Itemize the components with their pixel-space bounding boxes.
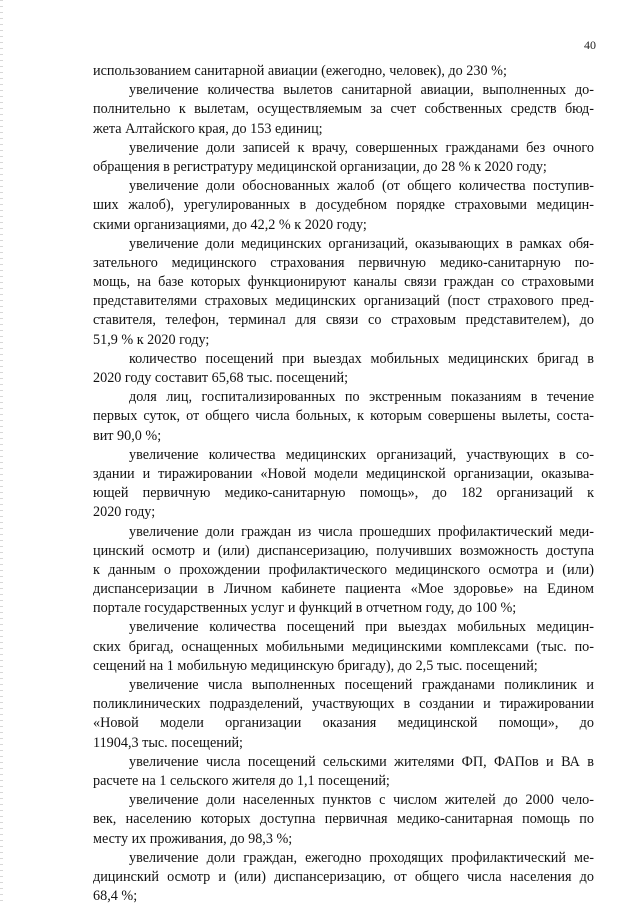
text-line: поликлинических подразделений, участвующих в создании и тиражировании <box>93 696 594 713</box>
text-line: увеличение числа выполненных посещений гражданами поликлиник и <box>129 677 594 693</box>
text-line: ставителя, телефон, терминал для связи со страховым представителем), до <box>93 312 594 329</box>
text-line: 2020 году; <box>93 504 156 521</box>
text-line: увеличение количества медицинских организаций, участвующих в со- <box>129 446 594 463</box>
text-line: доля лиц, госпитализированных по экстренным показаниям в течение <box>129 389 594 406</box>
text-line: вит 90,0 %; <box>93 427 162 444</box>
text-line: полнительно к вылетам, осуществляемым за счет собственных средств бюд- <box>93 101 594 118</box>
text-line: увеличение количества посещений при выездах мобильных медицин- <box>129 619 594 636</box>
text-line: жета Алтайского края, до 153 единиц; <box>93 120 323 137</box>
text-line: количество посещений при выездах мобильных медицинских бригад в <box>129 350 594 367</box>
scan-edge-marks <box>0 0 3 905</box>
text-line: портале государственных услуг и функций в отчетном году, до 100 %; <box>93 600 517 617</box>
text-line: 11904,3 тыс. посещений; <box>93 734 244 751</box>
page-number: 40 <box>584 38 596 52</box>
text-line: расчете на 1 сельского жителя до 1,1 посещений; <box>93 772 390 789</box>
text-line: дицинский осмотр и (или) диспансеризацию, от общего числа населения до <box>93 868 594 885</box>
text-line: увеличение доли обоснованных жалоб (от общего количества поступив- <box>129 178 594 195</box>
text-line: увеличение доли граждан из числа прошедших профилактический меди- <box>129 523 594 540</box>
text-line: ших жалоб), урегулированных в досудебном порядке страховыми медицин- <box>93 197 594 214</box>
text-line: век, населению которых доступна первичная медико-санитарная помощь по <box>93 811 594 828</box>
text-line: скими организациями, до 42,2 % к 2020 году; <box>93 216 367 233</box>
text-line: первых суток, от общего числа больных, к которым совершены вылеты, соста- <box>93 408 594 425</box>
text-line: увеличение доли граждан, ежегодно проходящих профилактический ме- <box>129 849 594 866</box>
text-line: 51,9 % к 2020 году; <box>93 331 210 348</box>
body-text <box>93 62 594 905</box>
text-line: сещений на 1 мобильную медицинскую бригаду), до 2,5 тыс. посещений; <box>93 657 538 674</box>
text-line: здании и тиражировании «Новой модели медицинской организации, оказыва- <box>93 465 594 482</box>
text-line: представителями страховых медицинских организаций (пост страхового пред- <box>93 293 594 310</box>
text-line: увеличение доли населенных пунктов с числом жителей до 2000 чело- <box>129 792 594 809</box>
text-line: цинский осмотр и (или) диспансеризацию, получивших возможность доступа <box>93 542 594 559</box>
text-line: «Новой модели организации оказания медицинской помощи», до <box>93 715 594 732</box>
text-line: ющей первичную медико-санитарную помощь», до 182 организаций к <box>93 485 594 502</box>
text-line: 2020 году составит 65,68 тыс. посещений; <box>93 370 349 386</box>
text-line: 68,4 %; <box>93 888 138 905</box>
text-line: увеличение доли записей к врачу, совершенных гражданами без очного <box>129 139 594 156</box>
text-line: использованием санитарной авиации (ежегодно, человек), до 230 %; <box>93 63 507 79</box>
text-line: диспансеризации в Личном кабинете пациента «Мое здоровье» на Едином <box>93 581 594 598</box>
text-line: обращения в регистратуру медицинской организации, до 28 % к 2020 году; <box>93 158 547 175</box>
text-line: увеличение доли медицинских организаций, оказывающих в рамках обя- <box>129 235 594 252</box>
text-line: к данным о прохождении профилактического медицинского осмотра и (или) <box>93 561 594 578</box>
text-line: зательного медицинского страхования первичную медико-санитарную по- <box>93 254 594 271</box>
text-line: увеличение количества вылетов санитарной авиации, выполненных до- <box>129 82 594 99</box>
text-line: месту их проживания, до 98,3 %; <box>93 830 293 847</box>
text-line: увеличение числа посещений сельскими жителями ФП, ФАПов и ВА в <box>129 753 594 770</box>
text-line: ских бригад, оснащенных мобильными медицинскими комплексами (тыс. по- <box>93 638 594 655</box>
text-line: мощь, на базе которых функционируют каналы связи граждан со страховыми <box>93 274 594 291</box>
